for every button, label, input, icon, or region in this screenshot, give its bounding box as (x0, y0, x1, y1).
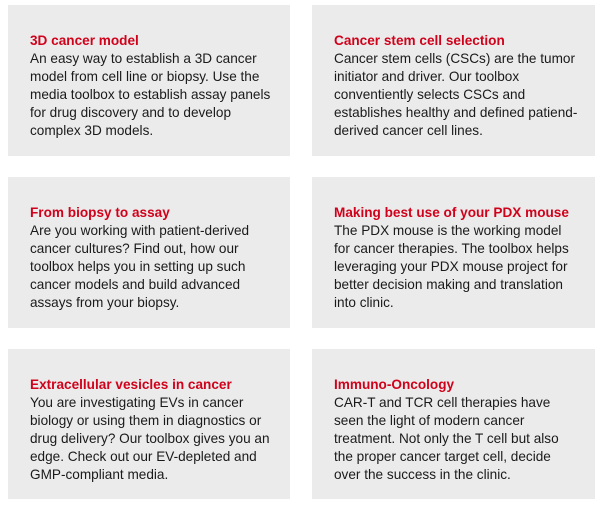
card-title[interactable]: Immuno-Oncology (334, 377, 455, 392)
card-description: Are you working with patient-derived cancer cultures? Find out, how our toolbox helps you in setting up such cancer models and build advanced assays from your biopsy. (30, 223, 250, 310)
card-title[interactable]: Making best use of your PDX mouse (334, 205, 569, 220)
card-from-biopsy-to-assay[interactable] (8, 177, 290, 328)
card-extracellular-vesicles[interactable] (8, 349, 290, 499)
card-title[interactable]: Extracellular vesicles in cancer (30, 377, 232, 392)
card-3d-cancer-model[interactable] (8, 5, 290, 156)
card-description: CAR-T and TCR cell therapies have seen the light of modern cancer treatment. Not only the T cell but also the proper cancer target cell, decide over the success in the clinic. (334, 395, 559, 482)
card-title[interactable]: Cancer stem cell selection (334, 33, 505, 48)
card-title[interactable]: 3D cancer model (30, 33, 139, 48)
card-title[interactable]: From biopsy to assay (30, 205, 170, 220)
card-description: An easy way to establish a 3D cancer model from cell line or biopsy. Use the media toolbox to establish assay panels for drug discovery and to develop complex 3D models. (30, 51, 271, 138)
card-description: Cancer stem cells (CSCs) are the tumor initiator and driver. Our toolbox conventiently selects CSCs and establishes healthy and defined patiend-derived cancer cell lines. (334, 51, 578, 138)
card-immuno-oncology[interactable] (312, 349, 595, 499)
card-description: The PDX mouse is the working model for cancer therapies. The toolbox helps leveraging your PDX mouse project for better decision making and translation into clinic. (334, 223, 569, 310)
card-description: You are investigating EVs in cancer biology or using them in diagnostics or drug delivery? Our toolbox gives you an edge. Check out our EV-depleted and GMP-compliant media. (30, 395, 270, 482)
card-pdx-mouse[interactable] (312, 177, 595, 328)
card-cancer-stem-cell-selection[interactable] (312, 5, 595, 156)
